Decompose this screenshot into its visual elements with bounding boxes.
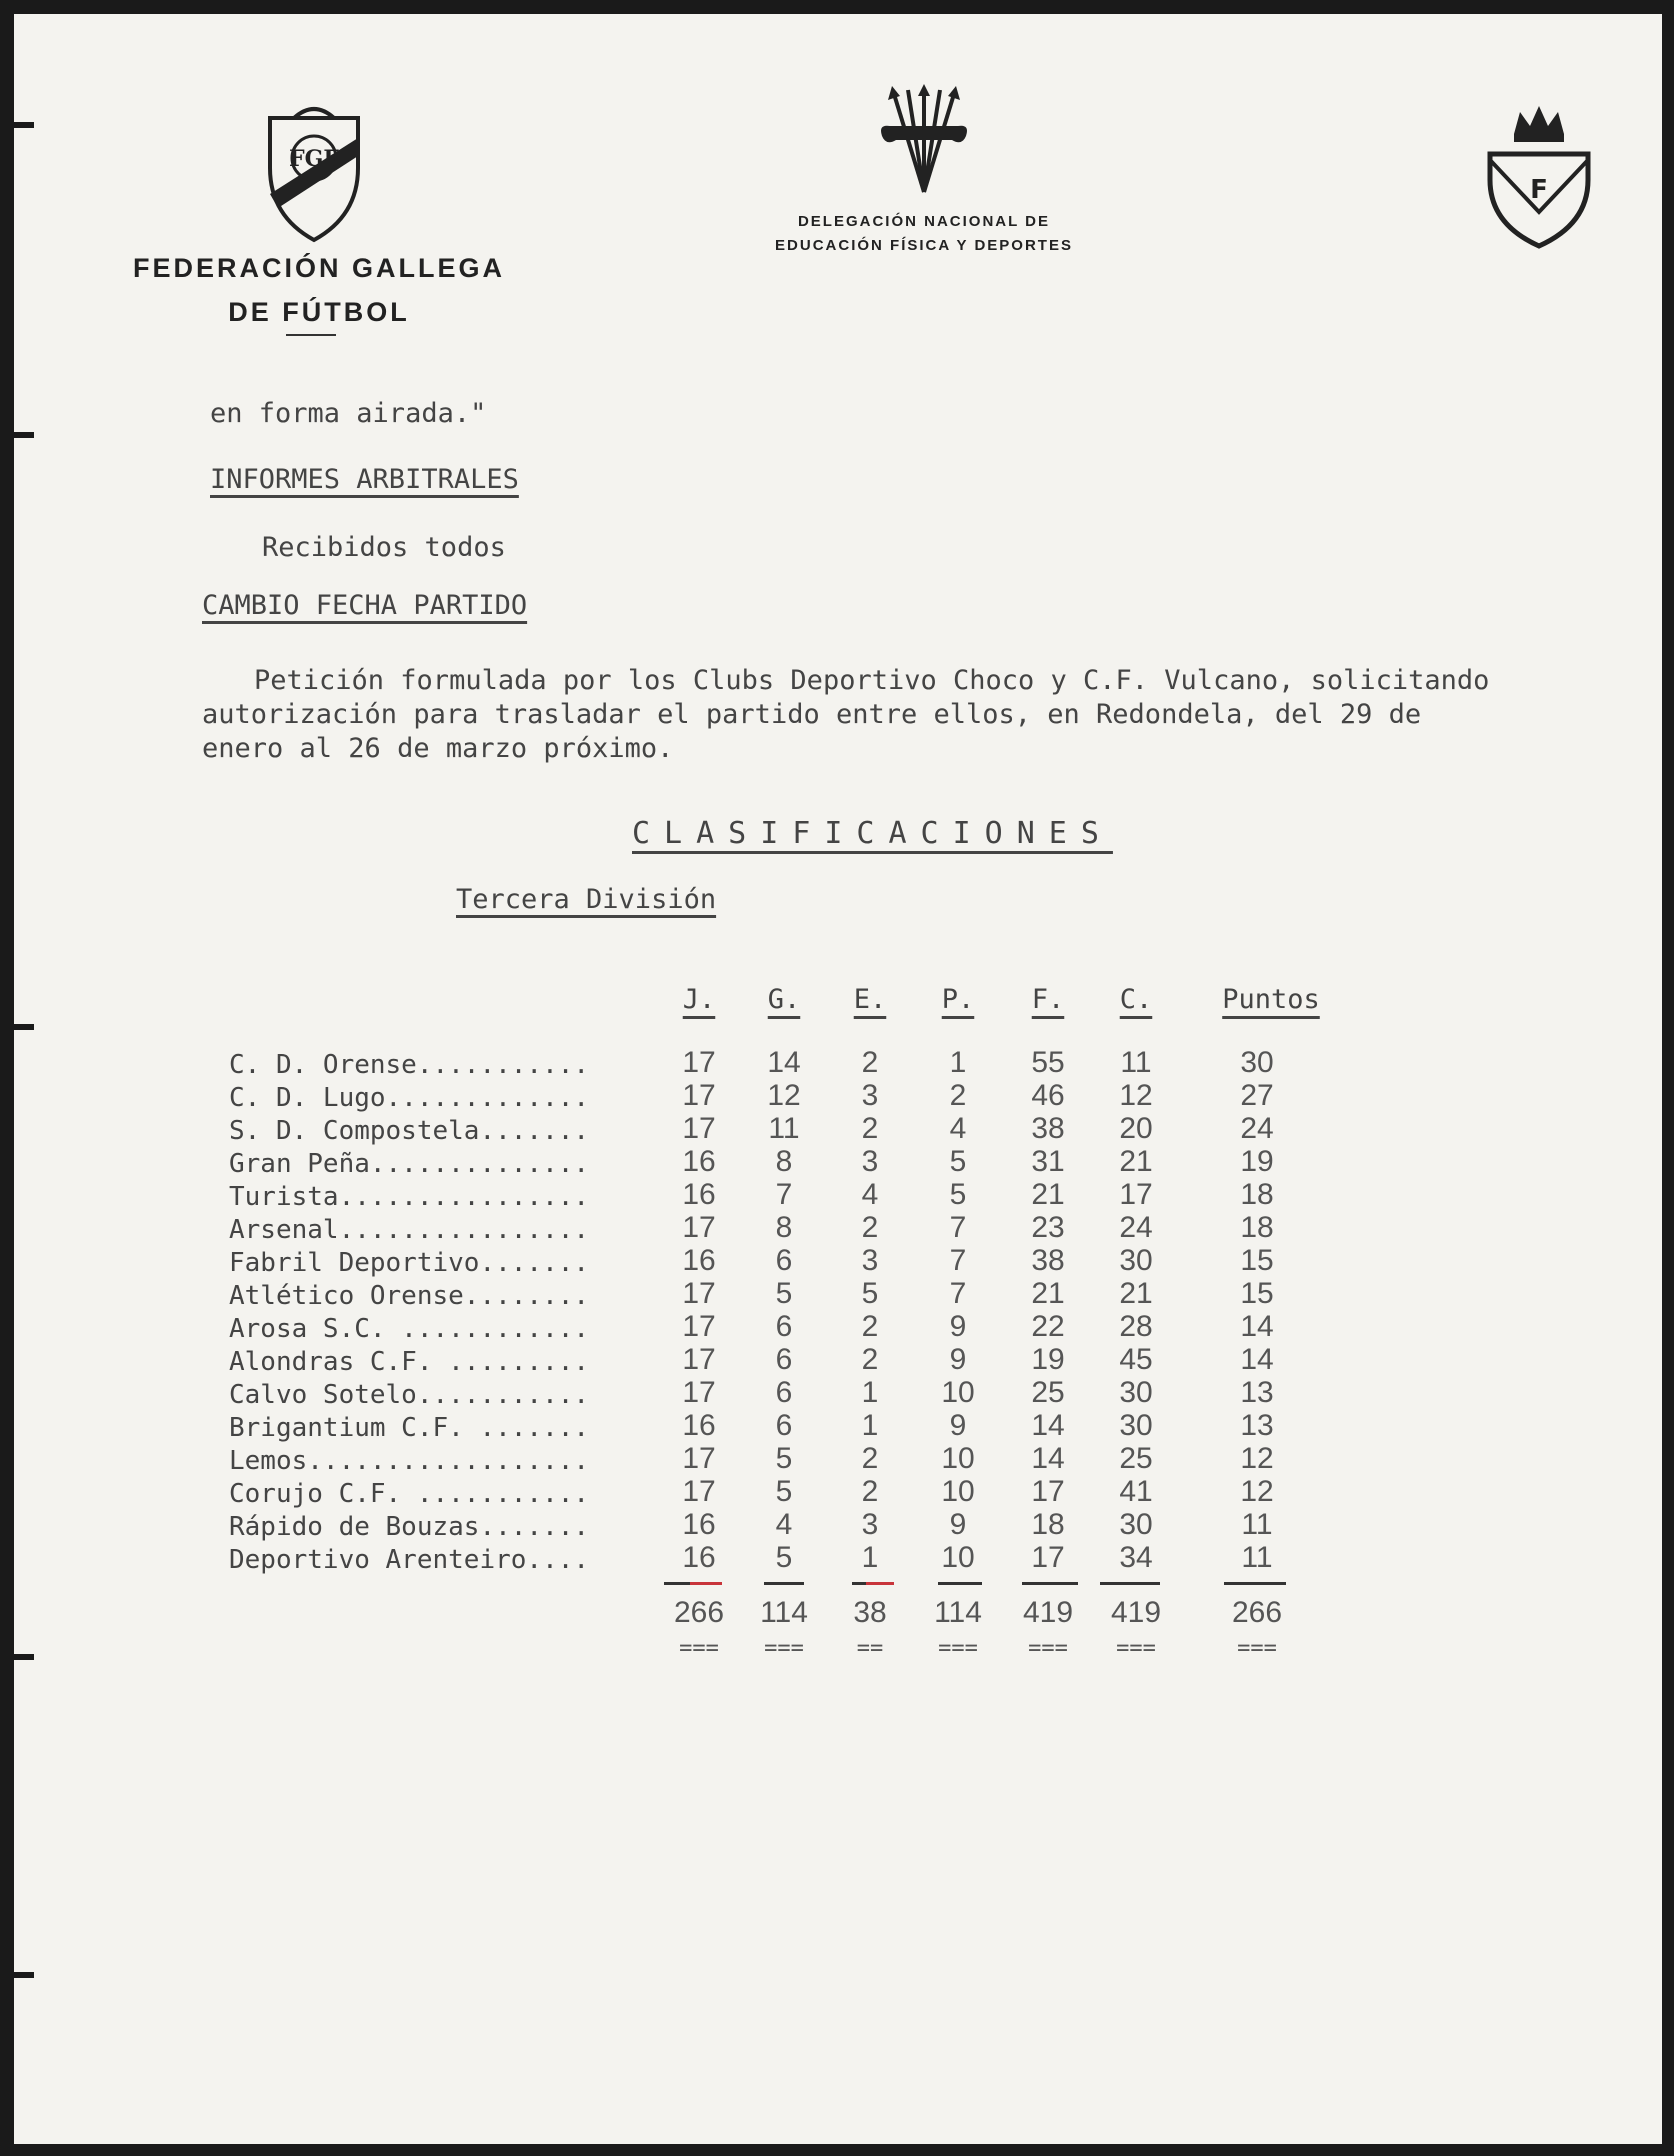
cell-played: 17 [682,1079,716,1112]
cell-won: 6 [775,1376,793,1409]
cell-lost: 10 [941,1442,975,1475]
cell-points: 14 [1240,1310,1274,1343]
cell-drawn: 2 [861,1112,879,1145]
column-header-won: G. [767,984,801,1015]
section-title-referee-reports: INFORMES ARBITRALES [210,464,519,495]
cell-goals-against: 30 [1119,1409,1153,1442]
edge-mark [14,432,34,438]
cell-played: 17 [682,1343,716,1376]
sum-rule [1022,1582,1078,1585]
delegation-name-line1: DELEGACIÓN NACIONAL DE [797,213,1051,230]
column-header-drawn: E. [853,984,887,1015]
svg-text:F: F [1530,175,1548,205]
divider [286,334,336,336]
cell-goals-for: 18 [1031,1508,1065,1541]
cell-drawn: 2 [861,1046,879,1079]
cell-drawn: 3 [861,1079,879,1112]
total-double-rule: === [1237,1636,1277,1661]
column-header-for: F. [1031,984,1065,1015]
edge-mark [14,122,34,128]
cell-points: 13 [1240,1376,1274,1409]
sum-rule [1100,1582,1160,1585]
cell-goals-for: 19 [1031,1343,1065,1376]
team-name: Alondras C.F. ......... [229,1347,590,1377]
team-name: Arosa S.C. ............ [229,1314,590,1344]
cell-goals-for: 17 [1031,1541,1065,1574]
total-played: 266 [673,1596,725,1629]
cell-played: 16 [682,1244,716,1277]
section-text-referee-reports: Recibidos todos [262,532,506,563]
cell-lost: 7 [949,1277,967,1310]
cell-points: 27 [1240,1079,1274,1112]
cell-won: 6 [775,1409,793,1442]
team-name: Gran Peña.............. [229,1149,590,1179]
total-goals-against: 419 [1110,1596,1162,1629]
cell-lost: 1 [949,1046,967,1079]
cell-won: 5 [775,1541,793,1574]
cell-points: 30 [1240,1046,1274,1079]
cell-lost: 9 [949,1409,967,1442]
cell-lost: 9 [949,1310,967,1343]
cell-goals-for: 21 [1031,1277,1065,1310]
total-goals-for: 419 [1022,1596,1074,1629]
quote-ending: en forma airada." [210,398,487,429]
column-header-played: J. [682,984,716,1015]
cell-won: 6 [775,1244,793,1277]
delegation-name-line2: EDUCACIÓN FÍSICA Y DEPORTES [775,237,1073,254]
cell-played: 16 [682,1145,716,1178]
federation-name-line1: FEDERACIÓN GALLEGA [132,253,505,283]
federation-name [109,246,529,334]
cell-goals-for: 55 [1031,1046,1065,1079]
sum-rule-red [690,1582,722,1585]
cell-lost: 9 [949,1508,967,1541]
team-name: Arsenal................ [229,1215,590,1245]
team-name: Atlético Orense........ [229,1281,590,1311]
section-title-match-date-change: CAMBIO FECHA PARTIDO [202,590,528,621]
total-double-rule: === [679,1636,719,1661]
cell-won: 6 [775,1343,793,1376]
cell-drawn: 2 [861,1442,879,1475]
team-name: Rápido de Bouzas....... [229,1512,590,1542]
cell-lost: 2 [949,1079,967,1112]
cell-won: 12 [767,1079,801,1112]
cell-goals-against: 21 [1119,1277,1153,1310]
cell-lost: 4 [949,1112,967,1145]
cell-goals-for: 14 [1031,1409,1065,1442]
cell-goals-against: 25 [1119,1442,1153,1475]
team-name: Brigantium C.F. ....... [229,1413,590,1443]
cell-drawn: 1 [861,1541,879,1574]
total-points: 266 [1231,1596,1283,1629]
cell-goals-against: 11 [1120,1046,1152,1079]
cell-goals-against: 17 [1119,1178,1153,1211]
cell-points: 24 [1240,1112,1274,1145]
paragraph-line: Petición formulada por los Clubs Deportivo Choco y C.F. Vulcano, solicitando [254,665,1490,696]
document-page [14,14,1662,2144]
cell-played: 16 [682,1508,716,1541]
cell-goals-for: 22 [1031,1310,1065,1343]
cell-lost: 7 [949,1211,967,1244]
cell-goals-against: 12 [1119,1079,1153,1112]
cell-goals-for: 25 [1031,1376,1065,1409]
edge-mark [14,1972,34,1978]
cell-won: 11 [768,1112,800,1145]
cell-goals-for: 23 [1031,1211,1065,1244]
edge-mark [14,1024,34,1030]
total-drawn: 38 [853,1596,887,1629]
team-name: Fabril Deportivo....... [229,1248,590,1278]
cell-points: 12 [1240,1442,1274,1475]
cell-drawn: 3 [861,1145,879,1178]
cell-lost: 7 [949,1244,967,1277]
cell-played: 17 [682,1376,716,1409]
paragraph-line: enero al 26 de marzo próximo. [202,733,674,764]
federation-crest-icon [264,98,364,244]
crowned-shield-icon [1484,100,1594,250]
cell-won: 5 [775,1277,793,1310]
cell-won: 14 [767,1046,801,1079]
cell-lost: 10 [941,1541,975,1574]
cell-played: 17 [682,1475,716,1508]
cell-drawn: 2 [861,1343,879,1376]
cell-drawn: 2 [861,1310,879,1343]
cell-won: 5 [775,1475,793,1508]
column-header-lost: P. [941,984,975,1015]
total-double-rule: == [856,1636,884,1661]
cell-played: 17 [682,1211,716,1244]
cell-won: 4 [775,1508,793,1541]
sum-rule [1224,1582,1286,1585]
cell-goals-against: 24 [1119,1211,1153,1244]
cell-goals-against: 30 [1119,1376,1153,1409]
cell-goals-for: 21 [1031,1178,1065,1211]
column-header-points: Puntos [1222,984,1320,1015]
cell-won: 8 [775,1145,793,1178]
cell-goals-for: 31 [1031,1145,1065,1178]
total-double-rule: === [1028,1636,1068,1661]
team-name: Turista................ [229,1182,590,1212]
cell-lost: 5 [949,1145,967,1178]
total-double-rule: === [938,1636,978,1661]
edge-mark [14,1654,34,1660]
cell-goals-against: 41 [1119,1475,1153,1508]
cell-played: 16 [682,1541,716,1574]
cell-drawn: 2 [861,1475,879,1508]
division-title: Tercera División [456,884,717,915]
svg-text:FGF: FGF [288,146,340,172]
cell-goals-against: 20 [1119,1112,1153,1145]
cell-goals-against: 21 [1119,1145,1153,1178]
cell-played: 17 [682,1277,716,1310]
team-name: C. D. Orense........... [229,1050,590,1080]
cell-points: 14 [1240,1343,1274,1376]
total-double-rule: === [1116,1636,1156,1661]
cell-played: 17 [682,1112,716,1145]
team-name: S. D. Compostela....... [229,1116,590,1146]
cell-goals-against: 45 [1119,1343,1153,1376]
total-double-rule: === [764,1636,804,1661]
cell-points: 11 [1241,1508,1273,1541]
cell-points: 15 [1240,1244,1274,1277]
cell-won: 5 [775,1442,793,1475]
cell-goals-for: 46 [1031,1079,1065,1112]
total-won: 114 [760,1596,808,1629]
cell-played: 17 [682,1310,716,1343]
cell-goals-against: 34 [1119,1541,1153,1574]
cell-points: 15 [1240,1277,1274,1310]
cell-drawn: 1 [861,1376,879,1409]
cell-lost: 10 [941,1376,975,1409]
cell-goals-for: 38 [1031,1244,1065,1277]
cell-played: 16 [682,1409,716,1442]
cell-goals-against: 30 [1119,1244,1153,1277]
cell-lost: 10 [941,1475,975,1508]
cell-drawn: 4 [861,1178,879,1211]
cell-points: 18 [1240,1211,1274,1244]
paragraph-line: autorización para trasladar el partido entre ellos, en Redondela, del 29 de [202,699,1422,730]
total-lost: 114 [934,1596,982,1629]
cell-goals-for: 38 [1031,1112,1065,1145]
cell-points: 11 [1241,1541,1273,1574]
cell-drawn: 3 [861,1508,879,1541]
federation-name-line2: DE FÚTBOL [228,297,410,327]
cell-goals-against: 30 [1119,1508,1153,1541]
cell-won: 8 [775,1211,793,1244]
cell-points: 19 [1240,1145,1274,1178]
match-date-change-paragraph [202,664,1622,766]
cell-goals-for: 17 [1031,1475,1065,1508]
team-name: Calvo Sotelo........... [229,1380,590,1410]
cell-points: 12 [1240,1475,1274,1508]
team-name: Corujo C.F. ........... [229,1479,590,1509]
cell-goals-for: 14 [1031,1442,1065,1475]
yoke-and-arrows-icon [874,84,974,196]
team-name: Deportivo Arenteiro.... [229,1545,590,1575]
sum-rule [764,1582,804,1585]
cell-lost: 5 [949,1178,967,1211]
sum-rule-red [866,1582,894,1585]
sum-rule [938,1582,982,1585]
cell-points: 18 [1240,1178,1274,1211]
standings-title: CLASIFICACIONES [632,816,1113,851]
cell-won: 6 [775,1310,793,1343]
cell-points: 13 [1240,1409,1274,1442]
cell-drawn: 3 [861,1244,879,1277]
cell-won: 7 [775,1178,793,1211]
cell-played: 16 [682,1178,716,1211]
cell-goals-against: 28 [1119,1310,1153,1343]
column-header-against: C. [1119,984,1153,1015]
delegation-name [714,210,1134,258]
cell-drawn: 5 [861,1277,879,1310]
team-name: Lemos.................. [229,1446,590,1476]
cell-played: 17 [682,1046,716,1079]
cell-drawn: 2 [861,1211,879,1244]
cell-drawn: 1 [861,1409,879,1442]
cell-lost: 9 [949,1343,967,1376]
cell-played: 17 [682,1442,716,1475]
team-name: C. D. Lugo............. [229,1083,590,1113]
